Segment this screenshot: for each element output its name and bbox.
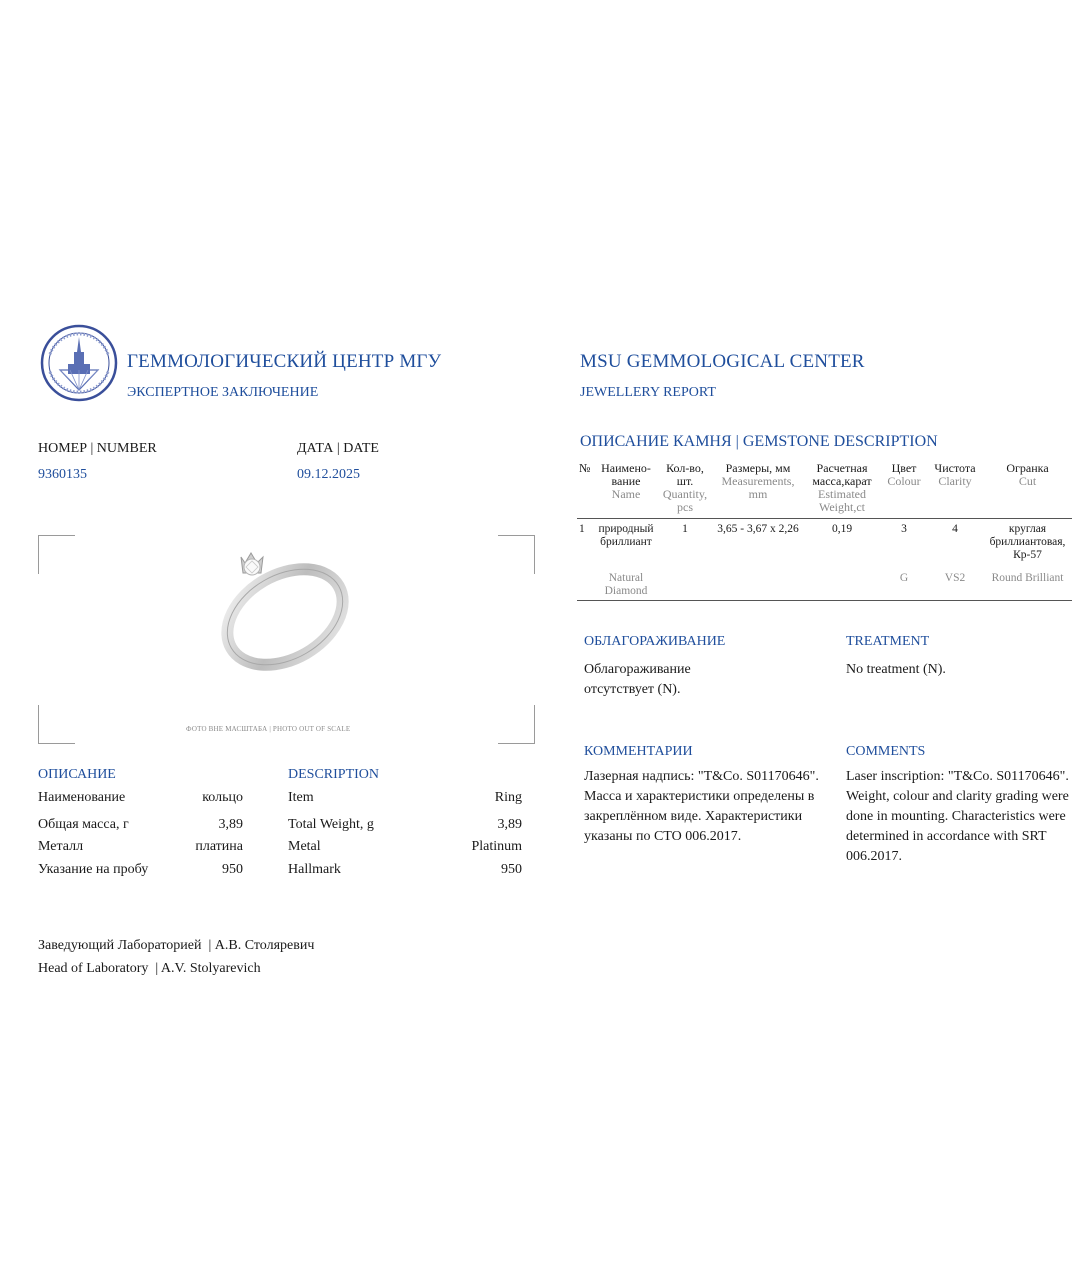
col-header-weight: Расчетная масса,карат Estimated Weight,ct [812, 461, 872, 514]
cell-name: природный бриллиант [598, 523, 654, 548]
ring-photo [205, 545, 365, 675]
description-value-ru: 950 [222, 862, 243, 877]
gemstone-table-header [577, 462, 1072, 519]
description-value-en: 3,89 [497, 817, 522, 832]
center-title-en: MSU GEMMOLOGICAL CENTER [580, 351, 865, 372]
description-label-en: Metal [288, 839, 321, 854]
cell-clarity-en: VS2 [944, 572, 966, 584]
col-header-measurements: Размеры, мм Measurements, mm [721, 461, 795, 501]
cell-cut: круглая бриллиантовая, Кр-57 [989, 523, 1066, 561]
msu-logo [40, 324, 118, 402]
cell-number: 1 [579, 523, 585, 535]
cell-quantity: 1 [682, 523, 688, 535]
description-row [288, 790, 522, 806]
col-header-name: Наимено-вание Name [601, 461, 651, 501]
cell-weight: 0,19 [831, 523, 853, 535]
number-label: НОМЕР | NUMBER [38, 441, 157, 456]
description-row [38, 839, 243, 855]
comments-title-ru: КОММЕНТАРИИ [584, 744, 693, 759]
description-label-en: Item [288, 790, 314, 805]
description-value-ru: 3,89 [218, 817, 243, 832]
description-label-ru: Наименование [38, 790, 126, 805]
comments-text-ru: Лазерная надпись: "T&Co. S01170646". Масса и характеристики определены в закреплённом виде. Характеристики указаны по СТО 006.2017. [584, 769, 819, 844]
col-header-colour: Цвет Colour [887, 461, 921, 488]
description-label-ru: Общая масса, г [38, 817, 129, 832]
number-value: 9360135 [38, 467, 87, 482]
cell-measurements-en [713, 564, 803, 601]
photo-frame-corner [498, 535, 535, 574]
cell-clarity: 4 [952, 523, 958, 535]
table-row [577, 519, 1072, 565]
table-row [577, 564, 1072, 601]
treatment-title-ru: ОБЛАГОРАЖИВАНИЕ [584, 634, 726, 649]
gemstone-title: ОПИСАНИЕ КАМНЯ | GEMSTONE DESCRIPTION [580, 433, 938, 450]
comments-title-en: COMMENTS [846, 744, 926, 759]
cell-number-en [577, 564, 595, 601]
comments-text-en: Laser inscription: "T&Co. S01170646". Weight, colour and clarity grading were done in mounting. Characteristics were determined in accordance with SRT 006.2017. [846, 769, 1069, 864]
description-row [38, 817, 243, 833]
center-title-ru: ГЕММОЛОГИЧЕСКИЙ ЦЕНТР МГУ [127, 351, 442, 372]
treatment-text-en: No treatment (N). [846, 662, 946, 677]
col-header-number: № [579, 461, 591, 475]
gemstone-table [577, 462, 1072, 601]
description-title-en: DESCRIPTION [288, 767, 380, 782]
photo-frame-corner [498, 705, 535, 744]
photo-caption: ФОТО ВНЕ МАСШТАБА | PHOTO OUT OF SCALE [186, 725, 351, 733]
treatment-title-en: TREATMENT [846, 634, 930, 649]
date-value: 09.12.2025 [297, 467, 360, 482]
cell-measurements: 3,65 - 3,67 x 2,26 [717, 523, 799, 535]
description-value-en: Platinum [471, 839, 522, 854]
col-header-quantity: Кол-во, шт. Quantity, pcs [662, 461, 708, 514]
treatment-text-ru: Облагораживание отсутствует (N). [584, 662, 691, 697]
photo-frame-corner [38, 705, 75, 744]
cell-quantity-en [657, 564, 713, 601]
cell-colour-en: G [899, 572, 909, 584]
description-label-ru: Металл [38, 839, 84, 854]
cell-colour: 3 [901, 523, 907, 535]
description-row [38, 790, 243, 806]
report-type-ru: ЭКСПЕРТНОЕ ЗАКЛЮЧЕНИЕ [127, 385, 319, 400]
report-type-en: JEWELLERY REPORT [580, 385, 716, 400]
description-row [38, 862, 243, 878]
col-header-clarity: Чистота Clarity [934, 461, 976, 488]
cell-name-en: Natural Diamond [604, 572, 648, 597]
description-value-ru: кольцо [202, 790, 243, 805]
signature-ru: Заведующий Лабораторией | А.В. Столяревич [38, 938, 315, 953]
signature-en: Head of Laboratory | A.V. Stolyarevich [38, 961, 261, 976]
description-value-ru: платина [195, 839, 243, 854]
description-label-en: Total Weight, g [288, 817, 374, 832]
date-label: ДАТА | DATE [297, 441, 379, 456]
description-label-ru: Указание на пробу [38, 862, 149, 877]
cell-cut-en: Round Brilliant [991, 572, 1064, 584]
description-value-en: 950 [501, 862, 522, 877]
description-row [288, 862, 522, 878]
description-row [288, 817, 522, 833]
cell-weight-en [803, 564, 881, 601]
description-row [288, 839, 522, 855]
description-title-ru: ОПИСАНИЕ [38, 767, 116, 782]
description-label-en: Hallmark [288, 862, 341, 877]
description-value-en: Ring [494, 790, 522, 805]
photo-frame-corner [38, 535, 75, 574]
col-header-cut: Огранка Cut [1006, 461, 1049, 488]
